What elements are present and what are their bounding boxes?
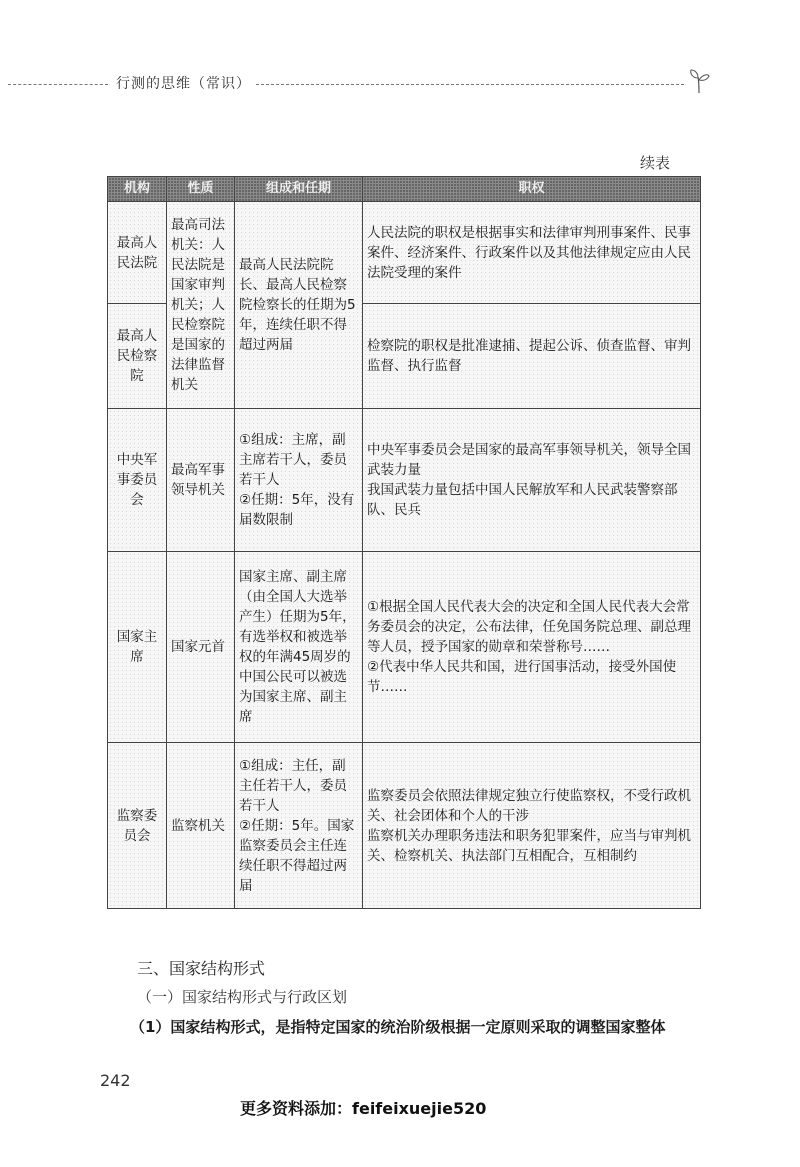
header-cell-powers: 职权	[363, 177, 701, 202]
composition-line: ①组成：主任，副主任若干人，委员若干人	[239, 757, 347, 814]
powers-line: 中央军事委员会是国家的最高军事领导机关，领导全国武装力量	[367, 442, 691, 478]
sprout-icon	[688, 68, 710, 94]
powers-cell	[363, 552, 701, 743]
powers-line: 我国武装力量包括中国人民解放军和人民武装警察部队、民兵	[367, 482, 678, 518]
table-row	[108, 409, 701, 552]
table-row	[108, 743, 701, 909]
powers-cell	[363, 409, 701, 552]
table-header-row	[108, 177, 701, 202]
powers-cell: 人民法院的职权是根据事实和法律审判刑事案件、民事案件、经济案件、行政案件以及其他法律规定应由人民法院受理的案件	[363, 202, 701, 304]
section-heading: 三、国家结构形式	[137, 959, 266, 978]
powers-cell: 检察院的职权是批准逮捕、提起公诉、侦查监督、审判监督、执行监督	[363, 304, 701, 409]
nature-cell: 最高军事领导机关	[167, 409, 235, 552]
running-header-title: 行测的思维（常识）	[116, 76, 251, 92]
powers-line: ②代表中华人民共和国，进行国事活动，接受外国使节……	[367, 659, 677, 695]
nature-cell: 国家元首	[167, 552, 235, 743]
continued-label: 续表	[640, 154, 671, 172]
org-cell: 国家主席	[108, 552, 167, 743]
header-cell-composition: 组成和任期	[235, 177, 363, 202]
powers-line: 监察委员会依照法律规定独立行使监察权，不受行政机关、社会团体和个人的干涉	[367, 787, 691, 824]
running-header	[0, 72, 800, 96]
powers-line: 监察机关办理职务违法和职务犯罪案件，应当与审判机关、检察机关、执法部门互相配合，互相制约	[367, 827, 691, 864]
table-row	[108, 202, 701, 304]
powers-line: ①根据全国人民代表大会的决定和全国人民代表大会常务委员会的决定，公布法律，任免国务院总理、副总理等人员，授予国家的勋章和荣誉称号……	[367, 599, 691, 655]
page-number: 242	[100, 1071, 131, 1090]
body-paragraph: （1）国家结构形式，是指特定国家的统治阶级根据一定原则采取的调整国家整体	[130, 1018, 666, 1036]
nature-cell: 最高司法机关：人民法院是国家审判机关；人民检察院是国家的法律监督机关	[167, 202, 235, 409]
composition-cell: 最高人民法院院长、最高人民检察院检察长的任期为5年，连续任职不得超过两届	[235, 202, 363, 409]
header-cell-org: 机构	[108, 177, 167, 202]
header-rule-left	[8, 84, 108, 85]
composition-line: ①组成：主席，副主席若干人，委员若干人	[239, 432, 347, 488]
org-cell: 监察委员会	[108, 743, 167, 909]
footer-note: 更多资料添加：feifeixuejie520	[240, 1099, 487, 1118]
org-cell: 中央军事委员会	[108, 409, 167, 552]
powers-cell	[363, 743, 701, 909]
org-cell: 最高人民检察院	[108, 304, 167, 409]
composition-cell	[235, 743, 363, 909]
composition-line: ②任期：5年，没有届数限制	[239, 492, 355, 528]
composition-cell	[235, 409, 363, 552]
nature-cell: 监察机关	[167, 743, 235, 909]
section-subheading: （一）国家结构形式与行政区划	[137, 988, 348, 1006]
composition-line: ②任期：5年。国家监察委员会主任连续任职不得超过两届	[239, 817, 355, 894]
state-organs-table	[107, 176, 701, 909]
header-rule-right	[256, 84, 684, 85]
header-cell-nature: 性质	[167, 177, 235, 202]
table-row	[108, 552, 701, 743]
composition-cell: 国家主席、副主席（由全国人大选举产生）任期为5年，有选举权和被选举权的年满45周岁的中国公民可以被选为国家主席、副主席	[235, 552, 363, 743]
org-cell: 最高人民法院	[108, 202, 167, 304]
